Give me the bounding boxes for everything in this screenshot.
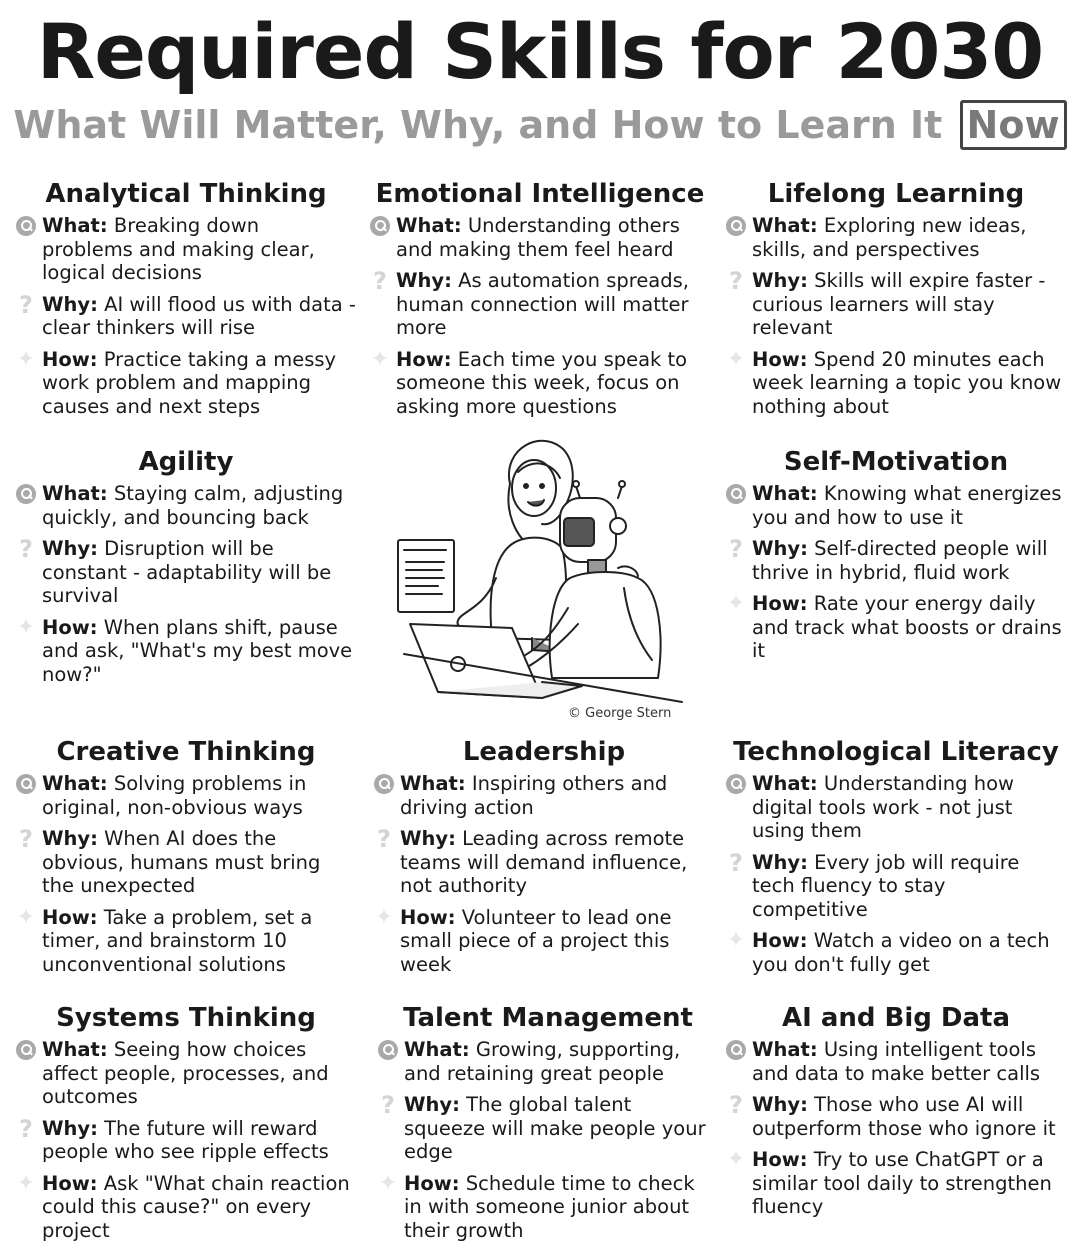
sparkle-icon: ✦ (16, 614, 36, 640)
how-row (16, 906, 356, 977)
question-icon: ? (19, 290, 33, 319)
sparkle-icon: ✦ (16, 1170, 36, 1196)
magnifier-icon (370, 216, 390, 236)
what-label: What: (752, 214, 818, 237)
how-row (16, 348, 356, 419)
magnifier-icon (726, 216, 746, 236)
what-row (16, 482, 356, 529)
what-label: What: (752, 772, 818, 795)
why-row (726, 537, 1066, 584)
how-row (378, 1172, 718, 1243)
why-label: Why: (752, 850, 808, 874)
skill-title: Technological Literacy (733, 737, 1059, 767)
how-text: Volunteer to lead one small piece of a project this week (400, 905, 672, 976)
why-label: Why: (400, 827, 456, 850)
how-label: How: (752, 347, 808, 371)
skill-card-self-motivation (726, 446, 1066, 663)
question-icon: ? (19, 535, 33, 563)
how-text: Each time you speak to someone this week, focus on asking more questions (396, 347, 688, 418)
question-icon: ? (381, 1091, 395, 1119)
magnifier-icon (16, 484, 36, 504)
what-row (726, 482, 1066, 529)
how-text: Ask "What chain reaction could this cause?" on every project (42, 1171, 350, 1242)
what-label: What: (42, 1038, 108, 1061)
how-row (726, 1148, 1066, 1219)
what-text: Solving problems in original, non-obvious ways (42, 772, 307, 819)
what-label: What: (404, 1038, 470, 1061)
what-label: What: (752, 1038, 818, 1061)
skill-title: Lifelong Learning (767, 179, 1025, 209)
skill-title: Talent Management (403, 1003, 693, 1033)
why-text: As automation spreads, human connection will matter more (396, 269, 689, 339)
why-row (374, 827, 714, 898)
what-label: What: (400, 772, 466, 795)
what-text: Breaking down problems and making clear, logical decisions (42, 214, 315, 284)
skill-title: Systems Thinking (56, 1003, 316, 1033)
why-label: Why: (42, 537, 98, 560)
what-text: Staying calm, adjusting quickly, and bouncing back (42, 482, 344, 529)
how-label: How: (42, 905, 98, 929)
what-row (726, 214, 1066, 261)
why-row (726, 269, 1066, 340)
how-label: How: (752, 929, 808, 952)
why-text: When AI does the obvious, humans must bring the unexpected (42, 827, 321, 897)
magnifier-icon (726, 1040, 746, 1060)
why-row (370, 269, 710, 340)
how-label: How: (42, 615, 98, 639)
how-row (726, 592, 1066, 663)
why-text: The global talent squeeze will make people your edge (404, 1093, 706, 1163)
magnifier-icon (16, 774, 36, 794)
sparkle-icon: ✦ (16, 904, 36, 930)
subtitle-text: What Will Matter, Why, and How to Learn It (13, 103, 943, 147)
how-label: How: (42, 1171, 98, 1195)
what-row (370, 214, 710, 261)
magnifier-icon (726, 774, 746, 794)
question-icon: ? (373, 267, 387, 295)
sparkle-icon: ✦ (370, 346, 390, 372)
skill-card-emotional-intelligence (370, 178, 710, 418)
how-label: How: (752, 1148, 808, 1171)
skill-title: Leadership (462, 737, 626, 767)
magnifier-icon (378, 1040, 398, 1060)
question-icon: ? (377, 825, 391, 853)
skill-title: Emotional Intelligence (375, 179, 705, 209)
why-text: The future will reward people who see ripple effects (42, 1116, 329, 1163)
subtitle-emphasis: Now (960, 100, 1067, 150)
what-label: What: (42, 482, 108, 505)
how-row (374, 906, 714, 977)
why-row (16, 537, 356, 608)
sparkle-icon: ✦ (374, 904, 394, 930)
skill-card-analytical-thinking (16, 178, 356, 418)
skill-title: Analytical Thinking (45, 179, 327, 209)
how-text: Schedule time to check in with someone junior about their growth (404, 1171, 695, 1242)
sparkle-icon: ✦ (726, 591, 746, 616)
why-row (378, 1093, 718, 1164)
why-text: Every job will require tech fluency to stay competitive (752, 850, 1020, 921)
how-text: Watch a video on a tech you don't fully get (752, 929, 1050, 976)
how-label: How: (404, 1171, 460, 1195)
what-text: Using intelligent tools and data to make better calls (752, 1038, 1041, 1085)
why-text: Skills will expire faster - curious learners will stay relevant (752, 269, 1046, 339)
how-row (726, 348, 1066, 419)
what-row (726, 1038, 1066, 1085)
why-row (16, 827, 356, 898)
what-text: Seeing how choices affect people, processes, and outcomes (42, 1038, 329, 1108)
why-label: Why: (396, 269, 452, 292)
how-text: Spend 20 minutes each week learning a topic you know nothing about (752, 347, 1062, 418)
sparkle-icon: ✦ (726, 1147, 746, 1172)
why-row (726, 848, 1066, 922)
skill-card-leadership (374, 736, 714, 976)
what-row (16, 772, 356, 819)
how-text: Take a problem, set a timer, and brainstorm 10 unconventional solutions (42, 905, 313, 976)
why-text: Self-directed people will thrive in hybrid, fluid work (752, 537, 1048, 584)
magnifier-icon (16, 1040, 36, 1060)
skill-card-creative-thinking (16, 736, 356, 976)
why-label: Why: (42, 1116, 98, 1140)
why-text: Disruption will be constant - adaptability will be survival (42, 537, 332, 607)
how-label: How: (42, 347, 98, 371)
why-label: Why: (752, 269, 808, 292)
how-text: Rate your energy daily and track what boosts or drains it (752, 592, 1062, 662)
what-label: What: (752, 482, 818, 505)
skill-card-technological-literacy (726, 736, 1066, 976)
what-text: Understanding how digital tools work - not just using them (752, 772, 1014, 842)
woman-and-robot-illustration (392, 428, 692, 728)
how-row (726, 929, 1066, 976)
sparkle-icon: ✦ (726, 346, 746, 372)
illustration-credit: © George Stern (568, 706, 672, 721)
what-row (726, 772, 1066, 843)
why-row (726, 1093, 1066, 1140)
what-label: What: (42, 772, 108, 795)
skill-title: Agility (138, 447, 234, 477)
sparkle-icon: ✦ (16, 346, 36, 372)
what-text: Knowing what energizes you and how to use it (752, 482, 1062, 529)
what-text: Inspiring others and driving action (400, 772, 668, 819)
what-row (374, 772, 714, 819)
why-label: Why: (42, 827, 98, 850)
how-text: When plans shift, pause and ask, "What's my best move now?" (42, 615, 353, 686)
how-row (370, 348, 710, 419)
skill-title: Creative Thinking (56, 737, 316, 767)
what-label: What: (396, 214, 462, 237)
what-text: Growing, supporting, and retaining great people (404, 1038, 681, 1085)
what-text: Exploring new ideas, skills, and perspectives (752, 214, 1027, 261)
how-text: Practice taking a messy work problem and mapping causes and next steps (42, 347, 337, 418)
question-icon: ? (729, 848, 743, 877)
how-label: How: (396, 347, 452, 371)
skill-card-lifelong-learning (726, 178, 1066, 418)
question-icon: ? (729, 535, 743, 563)
what-row (16, 1038, 356, 1109)
magnifier-icon (374, 774, 394, 794)
sparkle-icon: ✦ (726, 928, 746, 953)
why-label: Why: (752, 537, 808, 560)
how-row (16, 1172, 356, 1243)
why-label: Why: (752, 1093, 808, 1116)
magnifier-icon (726, 484, 746, 504)
page-subtitle (0, 100, 1080, 150)
how-text: Try to use ChatGPT or a similar tool daily to strengthen fluency (752, 1148, 1052, 1218)
why-text: Those who use AI will outperform those who ignore it (752, 1093, 1056, 1140)
how-label: How: (400, 905, 456, 929)
question-icon: ? (729, 1091, 743, 1119)
question-icon: ? (729, 267, 743, 295)
skill-card-talent-management (378, 1002, 718, 1242)
what-label: What: (42, 214, 108, 237)
what-row (16, 214, 356, 285)
why-text: AI will flood us with data - clear thinkers will rise (42, 292, 356, 339)
how-label: How: (752, 592, 808, 615)
skill-card-agility (16, 446, 356, 686)
question-icon: ? (19, 825, 33, 853)
why-label: Why: (42, 292, 98, 316)
what-text: Understanding others and making them feel heard (396, 214, 680, 261)
what-row (378, 1038, 718, 1085)
why-row (16, 1114, 356, 1164)
why-row (16, 290, 356, 340)
why-label: Why: (404, 1093, 460, 1116)
skill-card-systems-thinking (16, 1002, 356, 1242)
magnifier-icon (16, 216, 36, 236)
skill-title: Self-Motivation (783, 447, 1009, 477)
page-title: Required Skills for 2030 (36, 7, 1044, 96)
skill-card-ai-and-big-data (726, 1002, 1066, 1219)
why-text: Leading across remote teams will demand influence, not authority (400, 827, 688, 897)
how-row (16, 616, 356, 687)
sparkle-icon: ✦ (378, 1170, 398, 1196)
question-icon: ? (19, 1114, 33, 1143)
skill-title: AI and Big Data (781, 1003, 1011, 1033)
